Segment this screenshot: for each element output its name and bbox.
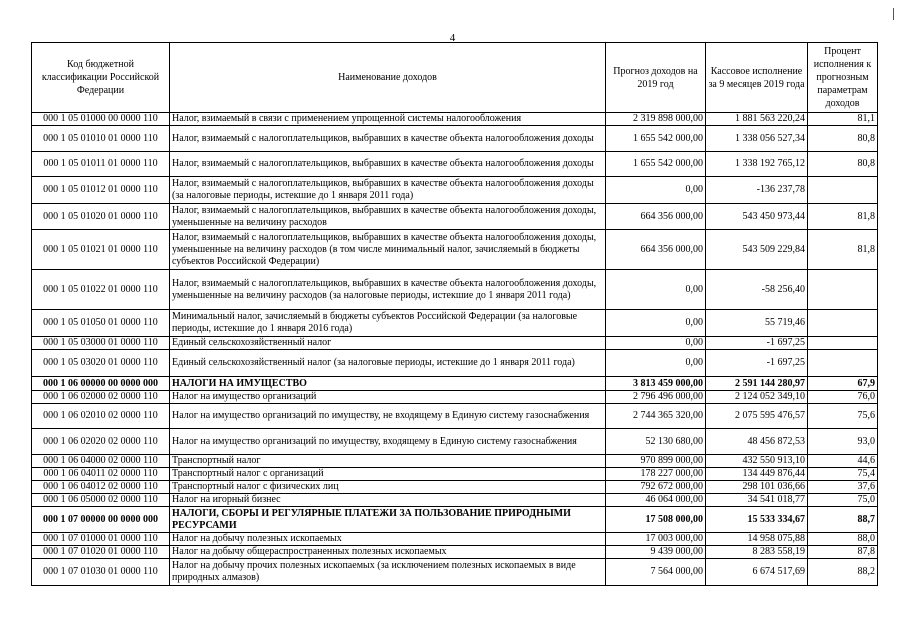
table-row <box>32 404 878 429</box>
table-row <box>32 377 878 391</box>
row-percent: 87,8 <box>808 546 878 559</box>
header-code: Код бюджетной классификации Российской Федерации <box>32 43 170 113</box>
row-percent: 75,4 <box>808 468 878 481</box>
row-forecast: 1 655 542 000,00 <box>606 152 706 177</box>
row-name: Налог на добычу общераспространенных полезных ископаемых <box>170 546 606 559</box>
row-actual: 134 449 876,44 <box>706 468 808 481</box>
table-row <box>32 391 878 404</box>
row-code: 000 1 06 04000 02 0000 110 <box>32 455 170 468</box>
row-forecast: 46 064 000,00 <box>606 494 706 507</box>
row-actual: 55 719,46 <box>706 310 808 337</box>
row-forecast: 792 672 000,00 <box>606 481 706 494</box>
row-code: 000 1 06 00000 00 0000 000 <box>32 377 170 391</box>
row-name: Налог на игорный бизнес <box>170 494 606 507</box>
row-forecast: 664 356 000,00 <box>606 204 706 230</box>
row-percent: 93,0 <box>808 429 878 455</box>
row-code: 000 1 05 01021 01 0000 110 <box>32 230 170 270</box>
row-forecast: 178 227 000,00 <box>606 468 706 481</box>
row-name: Транспортный налог с физических лиц <box>170 481 606 494</box>
row-percent: 80,8 <box>808 152 878 177</box>
row-code: 000 1 07 01020 01 0000 110 <box>32 546 170 559</box>
row-percent: 80,8 <box>808 126 878 152</box>
row-percent <box>808 337 878 350</box>
row-actual: 2 124 052 349,10 <box>706 391 808 404</box>
row-percent <box>808 177 878 204</box>
row-code: 000 1 05 01000 00 0000 110 <box>32 113 170 126</box>
row-code: 000 1 05 03020 01 0000 110 <box>32 350 170 377</box>
table-body <box>32 113 878 586</box>
row-actual: 2 075 595 476,57 <box>706 404 808 429</box>
row-code: 000 1 05 01012 01 0000 110 <box>32 177 170 204</box>
row-forecast: 2 744 365 320,00 <box>606 404 706 429</box>
row-actual: 1 338 056 527,34 <box>706 126 808 152</box>
table-row <box>32 481 878 494</box>
row-percent: 75,6 <box>808 404 878 429</box>
row-code: 000 1 06 02000 02 0000 110 <box>32 391 170 404</box>
row-name: Минимальный налог, зачисляемый в бюджеты субъектов Российской Федерации (за налоговые периоды, истекшие до 1 января 2016 года) <box>170 310 606 337</box>
table-row <box>32 350 878 377</box>
row-percent: 81,8 <box>808 230 878 270</box>
row-forecast: 0,00 <box>606 337 706 350</box>
row-name: Налог, взимаемый с налогоплательщиков, выбравших в качестве объекта налогообложения доходы (за налоговые периоды, истекшие до 1 января 2011 года) <box>170 177 606 204</box>
row-actual: 543 450 973,44 <box>706 204 808 230</box>
row-actual: 432 550 913,10 <box>706 455 808 468</box>
row-actual: 2 591 144 280,97 <box>706 377 808 391</box>
row-percent: 81,8 <box>808 204 878 230</box>
row-name: Налог, взимаемый с налогоплательщиков, выбравших в качестве объекта налогообложения доходы, уменьшенные на величину расходов <box>170 204 606 230</box>
row-percent: 88,7 <box>808 507 878 533</box>
row-percent: 37,6 <box>808 481 878 494</box>
row-forecast: 1 655 542 000,00 <box>606 126 706 152</box>
table-row <box>32 546 878 559</box>
table-row <box>32 533 878 546</box>
header-percent: Процент исполнения к прогнозным параметрам доходов <box>808 43 878 113</box>
row-percent: 67,9 <box>808 377 878 391</box>
header-name: Наименование доходов <box>170 43 606 113</box>
row-code: 000 1 06 04012 02 0000 110 <box>32 481 170 494</box>
row-percent: 81,1 <box>808 113 878 126</box>
table-row <box>32 455 878 468</box>
row-code: 000 1 06 02020 02 0000 110 <box>32 429 170 455</box>
row-name: Налог на имущество организаций по имуществу, входящему в Единую систему газоснабжения <box>170 429 606 455</box>
table-row <box>32 152 878 177</box>
row-actual: 48 456 872,53 <box>706 429 808 455</box>
row-name: Налог на добычу прочих полезных ископаемых (за исключением полезных ископаемых в виде природных алмазов) <box>170 559 606 586</box>
row-forecast: 17 508 000,00 <box>606 507 706 533</box>
row-name: Налог, взимаемый с налогоплательщиков, выбравших в качестве объекта налогообложения доходы, уменьшенные на величину расходов (в том числе минимальный налог, зачисляемый в бюджеты субъектов Российской Федерации) <box>170 230 606 270</box>
table-row <box>32 337 878 350</box>
table-row <box>32 230 878 270</box>
table-row <box>32 310 878 337</box>
header-actual: Кассовое исполнение за 9 месяцев 2019 года <box>706 43 808 113</box>
row-percent: 88,0 <box>808 533 878 546</box>
row-code: 000 1 07 01030 01 0000 110 <box>32 559 170 586</box>
row-name: Налог на имущество организаций по имуществу, не входящему в Единую систему газоснабжения <box>170 404 606 429</box>
row-name: Налог, взимаемый с налогоплательщиков, выбравших в качестве объекта налогообложения доходы <box>170 126 606 152</box>
row-percent: 44,6 <box>808 455 878 468</box>
row-forecast: 0,00 <box>606 270 706 310</box>
row-name: НАЛОГИ НА ИМУЩЕСТВО <box>170 377 606 391</box>
row-actual: 543 509 229,84 <box>706 230 808 270</box>
row-code: 000 1 05 03000 01 0000 110 <box>32 337 170 350</box>
row-code: 000 1 06 04011 02 0000 110 <box>32 468 170 481</box>
row-forecast: 2 796 496 000,00 <box>606 391 706 404</box>
row-name: Единый сельскохозяйственный налог <box>170 337 606 350</box>
row-actual: -1 697,25 <box>706 337 808 350</box>
row-percent <box>808 270 878 310</box>
row-forecast: 0,00 <box>606 350 706 377</box>
row-name: Налог, взимаемый в связи с применением упрощенной системы налогообложения <box>170 113 606 126</box>
row-code: 000 1 06 05000 02 0000 110 <box>32 494 170 507</box>
row-forecast: 0,00 <box>606 177 706 204</box>
row-code: 000 1 05 01010 01 0000 110 <box>32 126 170 152</box>
row-forecast: 9 439 000,00 <box>606 546 706 559</box>
page-number: 4 <box>449 32 456 44</box>
table-row <box>32 468 878 481</box>
row-forecast: 664 356 000,00 <box>606 230 706 270</box>
table-row <box>32 204 878 230</box>
row-name: Транспортный налог с организаций <box>170 468 606 481</box>
row-actual: 298 101 036,66 <box>706 481 808 494</box>
row-name: Налог на имущество организаций <box>170 391 606 404</box>
table-row <box>32 113 878 126</box>
table-row <box>32 270 878 310</box>
row-name: Единый сельскохозяйственный налог (за налоговые периоды, истекшие до 1 января 2011 года) <box>170 350 606 377</box>
row-forecast: 7 564 000,00 <box>606 559 706 586</box>
row-code: 000 1 05 01022 01 0000 110 <box>32 270 170 310</box>
row-actual: 6 674 517,69 <box>706 559 808 586</box>
table-row <box>32 177 878 204</box>
row-actual: 1 338 192 765,12 <box>706 152 808 177</box>
header-forecast: Прогноз доходов на 2019 год <box>606 43 706 113</box>
row-code: 000 1 05 01020 01 0000 110 <box>32 204 170 230</box>
revenue-table <box>31 42 878 586</box>
row-percent <box>808 310 878 337</box>
row-code: 000 1 07 01000 01 0000 110 <box>32 533 170 546</box>
row-forecast: 3 813 459 000,00 <box>606 377 706 391</box>
row-actual: -1 697,25 <box>706 350 808 377</box>
table-row <box>32 429 878 455</box>
row-forecast: 17 003 000,00 <box>606 533 706 546</box>
table-row <box>32 559 878 586</box>
row-actual: 15 533 334,67 <box>706 507 808 533</box>
row-name: НАЛОГИ, СБОРЫ И РЕГУЛЯРНЫЕ ПЛАТЕЖИ ЗА ПОЛЬЗОВАНИЕ ПРИРОДНЫМИ РЕСУРСАМИ <box>170 507 606 533</box>
table-header-row <box>32 43 878 113</box>
table-row <box>32 494 878 507</box>
row-actual: -136 237,78 <box>706 177 808 204</box>
row-percent <box>808 350 878 377</box>
row-code: 000 1 05 01011 01 0000 110 <box>32 152 170 177</box>
row-actual: 1 881 563 220,24 <box>706 113 808 126</box>
row-actual: 14 958 075,88 <box>706 533 808 546</box>
row-code: 000 1 05 01050 01 0000 110 <box>32 310 170 337</box>
row-forecast: 2 319 898 000,00 <box>606 113 706 126</box>
row-name: Налог, взимаемый с налогоплательщиков, выбравших в качестве объекта налогообложения доходы, уменьшенные на величину расходов (за налоговые периоды, истекшие до 1 января 2011 года) <box>170 270 606 310</box>
row-forecast: 0,00 <box>606 310 706 337</box>
row-forecast: 52 130 680,00 <box>606 429 706 455</box>
row-actual: -58 256,40 <box>706 270 808 310</box>
row-percent: 76,0 <box>808 391 878 404</box>
row-actual: 8 283 558,19 <box>706 546 808 559</box>
row-name: Налог, взимаемый с налогоплательщиков, выбравших в качестве объекта налогообложения доходы <box>170 152 606 177</box>
row-code: 000 1 07 00000 00 0000 000 <box>32 507 170 533</box>
row-percent: 75,0 <box>808 494 878 507</box>
row-code: 000 1 06 02010 02 0000 110 <box>32 404 170 429</box>
row-name: Налог на добычу полезных ископаемых <box>170 533 606 546</box>
table-row <box>32 126 878 152</box>
page-edge-mark <box>893 8 894 20</box>
table-row <box>32 507 878 533</box>
row-forecast: 970 899 000,00 <box>606 455 706 468</box>
row-percent: 88,2 <box>808 559 878 586</box>
row-actual: 34 541 018,77 <box>706 494 808 507</box>
row-name: Транспортный налог <box>170 455 606 468</box>
